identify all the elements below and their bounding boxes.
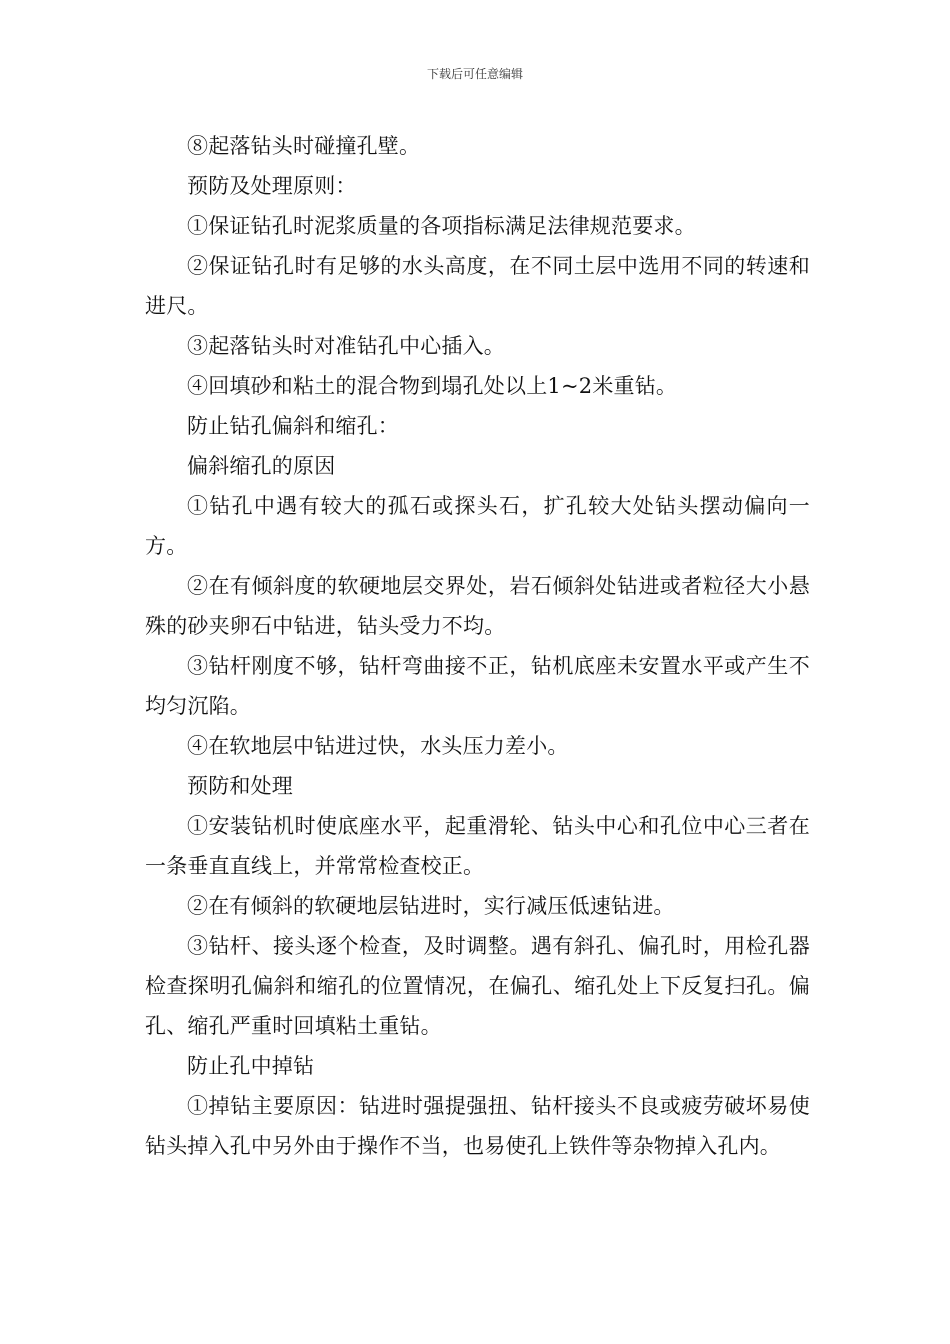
paragraph: ④在软地层中钻进过快，水头压力差小。 [187, 734, 569, 758]
page-header: 下载后可任意编辑 [426, 67, 523, 81]
paragraph: ③钻杆、接头逐个检查，及时调整。遇有斜孔、偏孔时，用检孔器检查探明孔偏斜和缩孔的位置情况，在偏孔、缩孔处上下反复扫孔。偏孔、缩孔严重时回填粘土重钻。 [145, 934, 810, 1038]
paragraph: ①掉钻主要原因：钻进时强提强扭、钻杆接头不良或疲劳破坏易使钻头掉入孔中另外由于操作不当，也易使孔上铁件等杂物掉入孔内。 [145, 1094, 810, 1158]
paragraph: ④回填砂和粘土的混合物到塌孔处以上1~2米重钻。 [187, 374, 678, 398]
paragraph: ③起落钻头时对准钻孔中心插入。 [187, 334, 505, 358]
paragraph: ③钻杆刚度不够，钻杆弯曲接不正，钻机底座未安置水平或产生不均匀沉陷。 [145, 654, 810, 718]
paragraph: ⑧起落钻头时碰撞孔壁。 [187, 134, 421, 158]
paragraph: ②在有倾斜的软硬地层钻进时，实行减压低速钻进。 [187, 894, 675, 918]
paragraph: ②在有倾斜度的软硬地层交界处，岩石倾斜处钻进或者粒径大小悬殊的砂夹卵石中钻进，钻头受力不均。 [145, 574, 810, 638]
paragraph: ①钻孔中遇有较大的孤石或探头石，扩孔较大处钻头摆动偏向一方。 [145, 494, 810, 558]
document-body [145, 126, 810, 1166]
paragraph: 偏斜缩孔的原因 [187, 454, 336, 478]
paragraph: ①保证钻孔时泥浆质量的各项指标满足法律规范要求。 [187, 214, 696, 238]
paragraph: 防止钻孔偏斜和缩孔： [187, 414, 399, 438]
paragraph: ①安装钻机时使底座水平，起重滑轮、钻头中心和孔位中心三者在一条垂直直线上，并常常检查校正。 [145, 814, 810, 878]
paragraph: ②保证钻孔时有足够的水头高度，在不同土层中选用不同的转速和进尺。 [145, 254, 810, 318]
paragraph: 预防和处理 [187, 774, 293, 798]
paragraph: 预防及处理原则： [187, 174, 357, 198]
paragraph: 防止孔中掉钻 [187, 1054, 315, 1078]
